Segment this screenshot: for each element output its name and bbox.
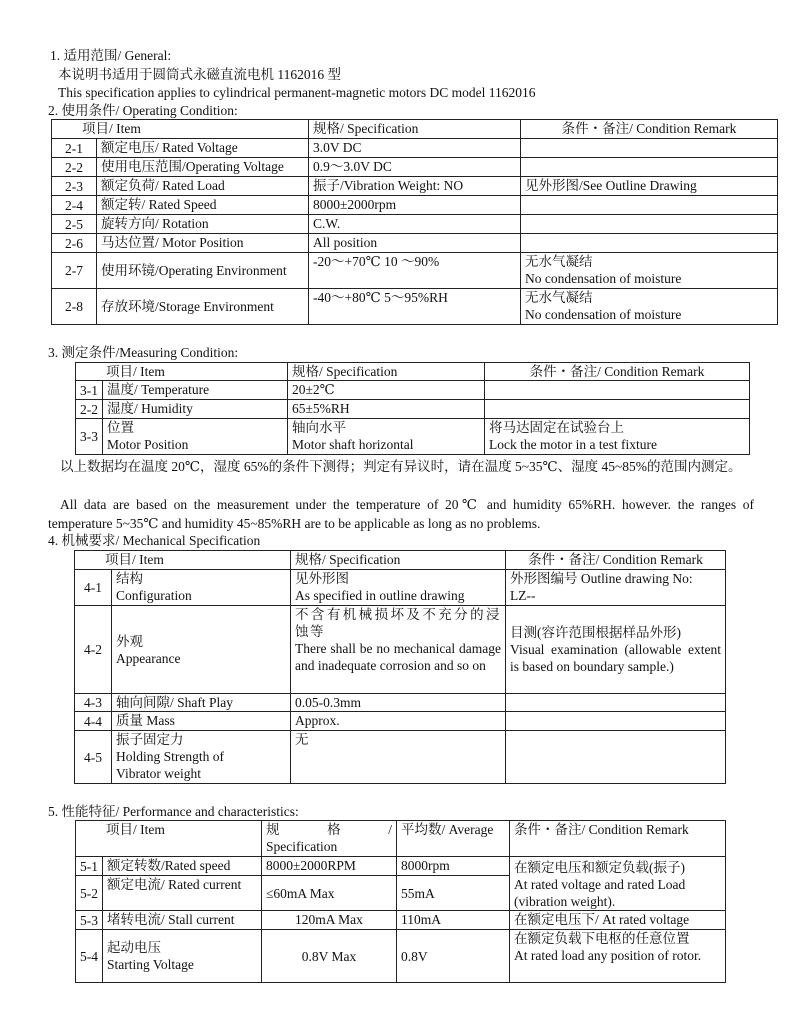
table-row bbox=[75, 606, 726, 694]
row-number: 5-4 bbox=[76, 930, 103, 983]
row-remark bbox=[506, 570, 726, 606]
row-spec: 振子/Vibration Weight: NO bbox=[309, 177, 521, 196]
row-number: 5-3 bbox=[76, 911, 103, 930]
row-item bbox=[103, 419, 288, 455]
row-number: 5-2 bbox=[76, 876, 103, 911]
header-remark: 条件・备注/ Condition Remark bbox=[510, 821, 726, 857]
item-cn: 外观 bbox=[116, 633, 143, 649]
table-row bbox=[52, 158, 778, 177]
header-spec: 规 格 / Specification bbox=[262, 821, 397, 857]
row-number: 4-1 bbox=[75, 570, 112, 606]
remark-cn: 将马达固定在试验台上 bbox=[489, 420, 624, 435]
header-spec: 规格/ Specification bbox=[309, 120, 521, 139]
row-remark bbox=[506, 694, 726, 712]
row-item: 轴向间隙/ Shaft Play bbox=[112, 694, 291, 712]
table-row bbox=[76, 930, 726, 983]
row-spec: 0.9～3.0V DC bbox=[309, 158, 521, 177]
item-cn: 振子固定力 bbox=[116, 732, 184, 747]
row-number: 2-8 bbox=[52, 289, 97, 325]
row-number: 3-3 bbox=[76, 419, 103, 455]
remark-en: No condensation of moisture bbox=[525, 307, 682, 322]
row-spec: 120mA Max bbox=[262, 911, 397, 930]
row-remark bbox=[521, 289, 778, 325]
row-remark bbox=[510, 857, 726, 911]
row-number: 2-5 bbox=[52, 215, 97, 234]
header-remark: 条件・备注/ Condition Remark bbox=[521, 120, 778, 139]
row-item: 堵转电流/ Stall current bbox=[103, 911, 262, 930]
operating-condition-table bbox=[51, 119, 778, 325]
item-en: Appearance bbox=[116, 650, 181, 666]
row-spec: 20±2℃ bbox=[288, 381, 485, 400]
row-spec: 无 bbox=[291, 731, 506, 784]
row-spec: Approx. bbox=[291, 712, 506, 731]
table-header-row bbox=[75, 551, 726, 570]
row-item: 湿度/ Humidity bbox=[103, 400, 288, 419]
row-spec: C.W. bbox=[309, 215, 521, 234]
item-en: Starting Voltage bbox=[107, 957, 194, 972]
row-item: 使用电压范围/Operating Voltage bbox=[97, 158, 309, 177]
row-number: 5-1 bbox=[76, 857, 103, 876]
section-1-heading: 1. 适用范围/ General: bbox=[50, 48, 172, 63]
row-spec: 8000±2000rpm bbox=[309, 196, 521, 215]
section-1-text-en: This specification applies to cylindrical permanent-magnetic motors DC model 1162016 bbox=[58, 85, 536, 100]
row-remark: 见外形图/See Outline Drawing bbox=[521, 177, 778, 196]
row-number: 3-1 bbox=[76, 381, 103, 400]
row-remark bbox=[521, 234, 778, 253]
row-spec: 65±5%RH bbox=[288, 400, 485, 419]
table-row bbox=[76, 857, 726, 876]
spec-cn: 见外形图 bbox=[295, 571, 349, 586]
row-spec bbox=[288, 419, 485, 455]
table-row bbox=[52, 177, 778, 196]
table-row bbox=[52, 289, 778, 325]
item-en: Motor Position bbox=[107, 437, 189, 452]
remark-en: LZ-- bbox=[510, 588, 536, 603]
table-header-row bbox=[76, 821, 726, 857]
header-average: 平均数/ Average bbox=[397, 821, 510, 857]
table-row bbox=[76, 400, 750, 419]
table-row bbox=[76, 911, 726, 930]
row-spec: All position bbox=[309, 234, 521, 253]
row-remark bbox=[521, 196, 778, 215]
table-row bbox=[75, 712, 726, 731]
row-spec bbox=[291, 606, 506, 694]
row-spec: 0.05-0.3mm bbox=[291, 694, 506, 712]
row-number: 2-2 bbox=[76, 400, 103, 419]
row-average: 55mA bbox=[397, 876, 510, 911]
header-remark: 条件・备注/ Condition Remark bbox=[485, 363, 750, 381]
table-row bbox=[52, 253, 778, 289]
remark-cn: 外形图编号 Outline drawing No: bbox=[510, 571, 693, 586]
header-item: 项目/ Item bbox=[52, 120, 309, 139]
row-item: 额定转/ Rated Speed bbox=[97, 196, 309, 215]
row-number: 2-2 bbox=[52, 158, 97, 177]
row-number: 4-5 bbox=[75, 731, 112, 784]
table-row bbox=[52, 234, 778, 253]
row-item: 存放环境/Storage Environment bbox=[97, 289, 309, 325]
remark-en: Visual examination (allowable extent is based on boundary sample.) bbox=[510, 642, 721, 674]
table-row bbox=[75, 731, 726, 784]
row-number: 2-6 bbox=[52, 234, 97, 253]
row-item: 温度/ Temperature bbox=[103, 381, 288, 400]
row-remark bbox=[485, 400, 750, 419]
remark-cn: 在额定负载下电枢的任意位置 bbox=[514, 931, 690, 946]
remark-en: Lock the motor in a test fixture bbox=[489, 437, 657, 452]
row-spec: 8000±2000RPM bbox=[262, 857, 397, 876]
row-remark bbox=[485, 381, 750, 400]
section-1-text-cn: 本说明书适用于圆筒式永磁直流电机 1162016 型 bbox=[58, 67, 341, 82]
row-spec: 0.8V Max bbox=[262, 930, 397, 983]
row-number: 4-4 bbox=[75, 712, 112, 731]
row-number: 4-3 bbox=[75, 694, 112, 712]
row-average: 110mA bbox=[397, 911, 510, 930]
header-remark: 条件・备注/ Condition Remark bbox=[506, 551, 726, 570]
remark-en: No condensation of moisture bbox=[525, 271, 682, 286]
row-spec: -20～+70℃ 10 ～90% bbox=[309, 253, 521, 289]
header-item: 项目/ Item bbox=[76, 821, 262, 857]
row-remark: 在额定电压下/ At rated voltage bbox=[510, 911, 726, 930]
remark-cn: 无水气凝结 bbox=[525, 254, 593, 269]
row-spec: 3.0V DC bbox=[309, 139, 521, 158]
row-remark bbox=[510, 930, 726, 983]
measuring-note-en: All data are based on the measurement under the temperature of 20℃ and humidity 65%RH. however. the ranges of temperature 5~35℃ and humidity 45~85%RH are to be applicable as long as no problems. bbox=[48, 497, 754, 531]
remark-en: At rated voltage and rated Load (vibration weight). bbox=[514, 877, 686, 909]
table-header-row bbox=[52, 120, 778, 139]
row-item bbox=[112, 570, 291, 606]
row-remark bbox=[521, 158, 778, 177]
row-number: 4-2 bbox=[75, 606, 112, 694]
row-remark bbox=[521, 215, 778, 234]
mechanical-spec-table bbox=[74, 550, 726, 784]
measuring-condition-table bbox=[75, 362, 750, 455]
row-remark bbox=[506, 606, 726, 694]
spec-en: There shall be no mechanical damage and inadequate corrosion and so on bbox=[295, 641, 501, 673]
row-item: 额定负荷/ Rated Load bbox=[97, 177, 309, 196]
table-row bbox=[52, 215, 778, 234]
header-item: 项目/ Item bbox=[75, 551, 291, 570]
row-item: 马达位置/ Motor Position bbox=[97, 234, 309, 253]
remark-cn: 无水气凝结 bbox=[525, 290, 593, 305]
item-cn: 位置 bbox=[107, 420, 134, 435]
section-2-heading: 2. 使用条件/ Operating Condition: bbox=[48, 103, 238, 118]
table-row bbox=[52, 139, 778, 158]
measuring-note-cn: 以上数据均在温度 20℃，湿度 65%的条件下测得；判定有异议时，请在温度 5~35℃、湿度 45~85%的范围内测定。 bbox=[60, 459, 742, 474]
row-remark bbox=[521, 139, 778, 158]
item-cn: 结构 bbox=[116, 571, 143, 586]
spec-en: Motor shaft horizontal bbox=[292, 437, 414, 452]
row-item bbox=[112, 606, 291, 694]
row-item bbox=[112, 731, 291, 784]
row-item bbox=[103, 930, 262, 983]
item-en: Holding Strength of Vibrator weight bbox=[116, 749, 224, 781]
item-cn: 起动电压 bbox=[107, 940, 161, 955]
row-spec bbox=[291, 570, 506, 606]
section-4-heading: 4. 机械要求/ Mechanical Specification bbox=[48, 533, 261, 548]
table-row bbox=[75, 694, 726, 712]
table-header-row bbox=[76, 363, 750, 381]
table-row bbox=[76, 419, 750, 455]
header-spec: 规格/ Specification bbox=[291, 551, 506, 570]
row-item: 使用环镜/Operating Environment bbox=[97, 253, 309, 289]
table-row bbox=[75, 570, 726, 606]
item-en: Configuration bbox=[116, 588, 192, 603]
spec-en: As specified in outline drawing bbox=[295, 588, 465, 603]
table-row bbox=[76, 381, 750, 400]
row-remark bbox=[521, 253, 778, 289]
section-5-heading: 5. 性能特征/ Performance and characteristics: bbox=[48, 804, 299, 819]
row-number: 2-7 bbox=[52, 253, 97, 289]
spec-cn: 不含有机械损坏及不充分的浸蚀等 bbox=[295, 607, 501, 639]
row-number: 2-1 bbox=[52, 139, 97, 158]
section-3-heading: 3. 测定条件/Measuring Condition: bbox=[48, 345, 239, 360]
remark-cn: 目测(容许范围根据样品外形) bbox=[510, 625, 681, 640]
performance-table bbox=[75, 820, 726, 983]
row-spec: -40～+80℃ 5～95%RH bbox=[309, 289, 521, 325]
row-item: 旋转方向/ Rotation bbox=[97, 215, 309, 234]
row-item: 质量 Mass bbox=[112, 712, 291, 731]
row-number: 2-3 bbox=[52, 177, 97, 196]
row-item: 额定转数/Rated speed bbox=[103, 857, 262, 876]
row-remark bbox=[506, 712, 726, 731]
row-item: 额定电压/ Rated Voltage bbox=[97, 139, 309, 158]
row-average: 0.8V bbox=[397, 930, 510, 983]
row-item: 额定电流/ Rated current bbox=[103, 876, 262, 911]
row-average: 8000rpm bbox=[397, 857, 510, 876]
remark-en: At rated load any position of rotor. bbox=[514, 948, 702, 963]
row-remark bbox=[506, 731, 726, 784]
row-remark bbox=[485, 419, 750, 455]
header-item: 项目/ Item bbox=[76, 363, 288, 381]
row-spec: ≤60mA Max bbox=[262, 876, 397, 911]
header-spec: 规格/ Specification bbox=[288, 363, 485, 381]
spec-cn: 轴向水平 bbox=[292, 420, 346, 435]
table-row bbox=[52, 196, 778, 215]
row-number: 2-4 bbox=[52, 196, 97, 215]
remark-cn: 在额定电压和额定负载(振子) bbox=[514, 860, 685, 875]
